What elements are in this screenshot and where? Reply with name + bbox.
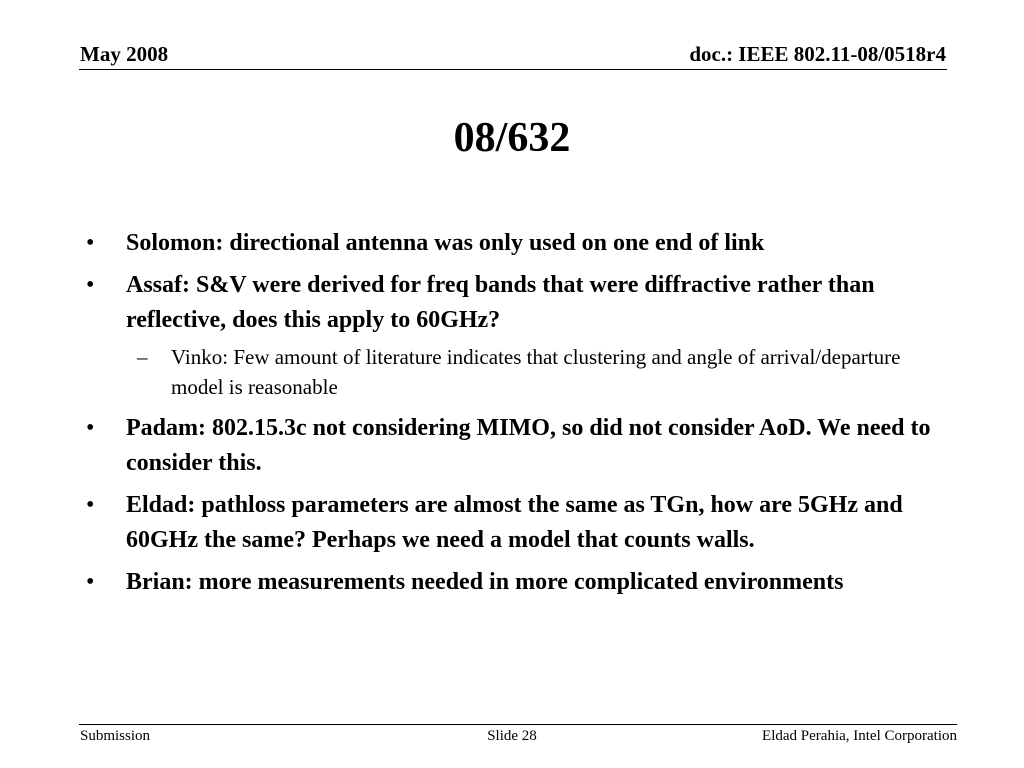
bullet-text: Eldad: pathloss parameters are almost the same as TGn, how are 5GHz and 60GHz the same? Perhaps we need a model that counts walls. [126, 492, 903, 553]
bullet-item [86, 488, 956, 558]
bullet-marker: • [86, 272, 95, 298]
footer-slide-number: Slide 28 [487, 728, 537, 744]
bullet-marker: • [86, 569, 95, 595]
header-divider [79, 69, 947, 70]
bullet-item [86, 565, 956, 600]
bullet-text: Solomon: directional antenna was only used on one end of link [126, 230, 765, 256]
bullet-item [86, 226, 956, 261]
bullet-marker: • [86, 230, 95, 256]
header-date: May 2008 [80, 42, 169, 66]
bullet-marker: • [86, 492, 95, 518]
bullet-marker: • [86, 415, 95, 441]
bullet-item [86, 411, 956, 481]
bullet-text: Brian: more measurements needed in more complicated environments [126, 569, 844, 595]
sub-bullet-text: Vinko: Few amount of literature indicates that clustering and angle of arrival/departure model is reasonable [171, 345, 901, 399]
bullet-text: Padam: 802.15.3c not considering MIMO, so did not consider AoD. We need to consider this. [126, 415, 931, 476]
bullet-item [86, 268, 956, 338]
footer-author: Eldad Perahia, Intel Corporation [762, 728, 957, 744]
sub-bullet-item [86, 342, 956, 402]
bullet-text: Assaf: S&V were derived for freq bands that were diffractive rather than reflective, does this apply to 60GHz? [126, 272, 875, 333]
footer-divider [79, 724, 957, 725]
header-doc-id: doc.: IEEE 802.11-08/0518r4 [689, 42, 946, 66]
bullet-list [86, 226, 956, 607]
footer-submission: Submission [80, 728, 151, 744]
slide-title: 08/632 [453, 115, 571, 161]
dash-marker: – [137, 345, 148, 369]
